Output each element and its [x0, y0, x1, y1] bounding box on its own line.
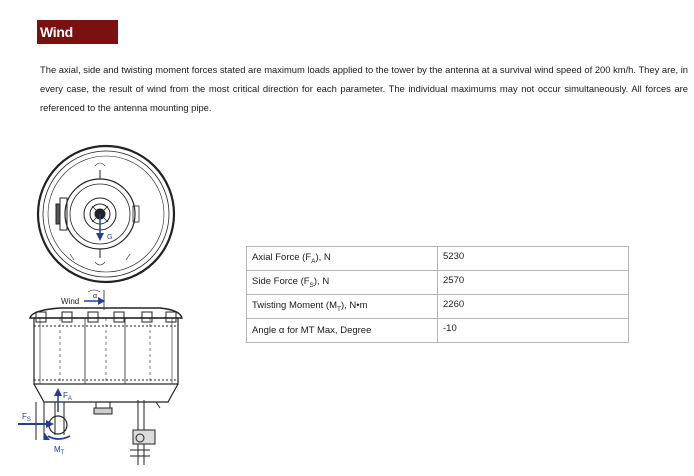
antenna-top-view [38, 146, 174, 282]
label-mt: $M_T$ [54, 445, 65, 456]
row-value: 5230 [438, 247, 629, 271]
section-heading: Wind Forces [37, 20, 118, 44]
antenna-diagram [0, 140, 240, 470]
label-alpha: α [93, 293, 98, 300]
row-value: 2570 [438, 271, 629, 295]
wind-forces-table [246, 246, 629, 343]
label-wind: Wind [61, 297, 80, 306]
row-label: Angle α for MT Max, Degree [247, 319, 438, 343]
row-label: Axial Force $(F_A)$, N [247, 247, 438, 271]
label-fa: $F_A$ [63, 391, 72, 402]
row-value: 2260 [438, 295, 629, 319]
label-fs: $F_S$ [22, 412, 31, 423]
wind-forces-description: The axial, side and twisting moment forces stated are maximum loads applied to the tower by the antenna at a survival wind speed of 200 km/h. They are, in every case, the result of wind from the most critical direction for each parameter. The individual maximums may not occur simultaneously. All forces are referenced to the antenna mounting pipe. [40, 64, 688, 113]
antenna-side-view [30, 308, 182, 465]
table-row [247, 271, 629, 295]
mt-arrow [44, 432, 70, 440]
row-label: Side Force $(F_S)$, N [247, 271, 438, 295]
row-value: -10 [438, 319, 629, 343]
row-label: Twisting Moment $(M_T)$, N•m [247, 295, 438, 319]
label-g: G [107, 234, 113, 241]
table-row [247, 247, 629, 271]
table-row [247, 295, 629, 319]
table-row [247, 319, 629, 343]
